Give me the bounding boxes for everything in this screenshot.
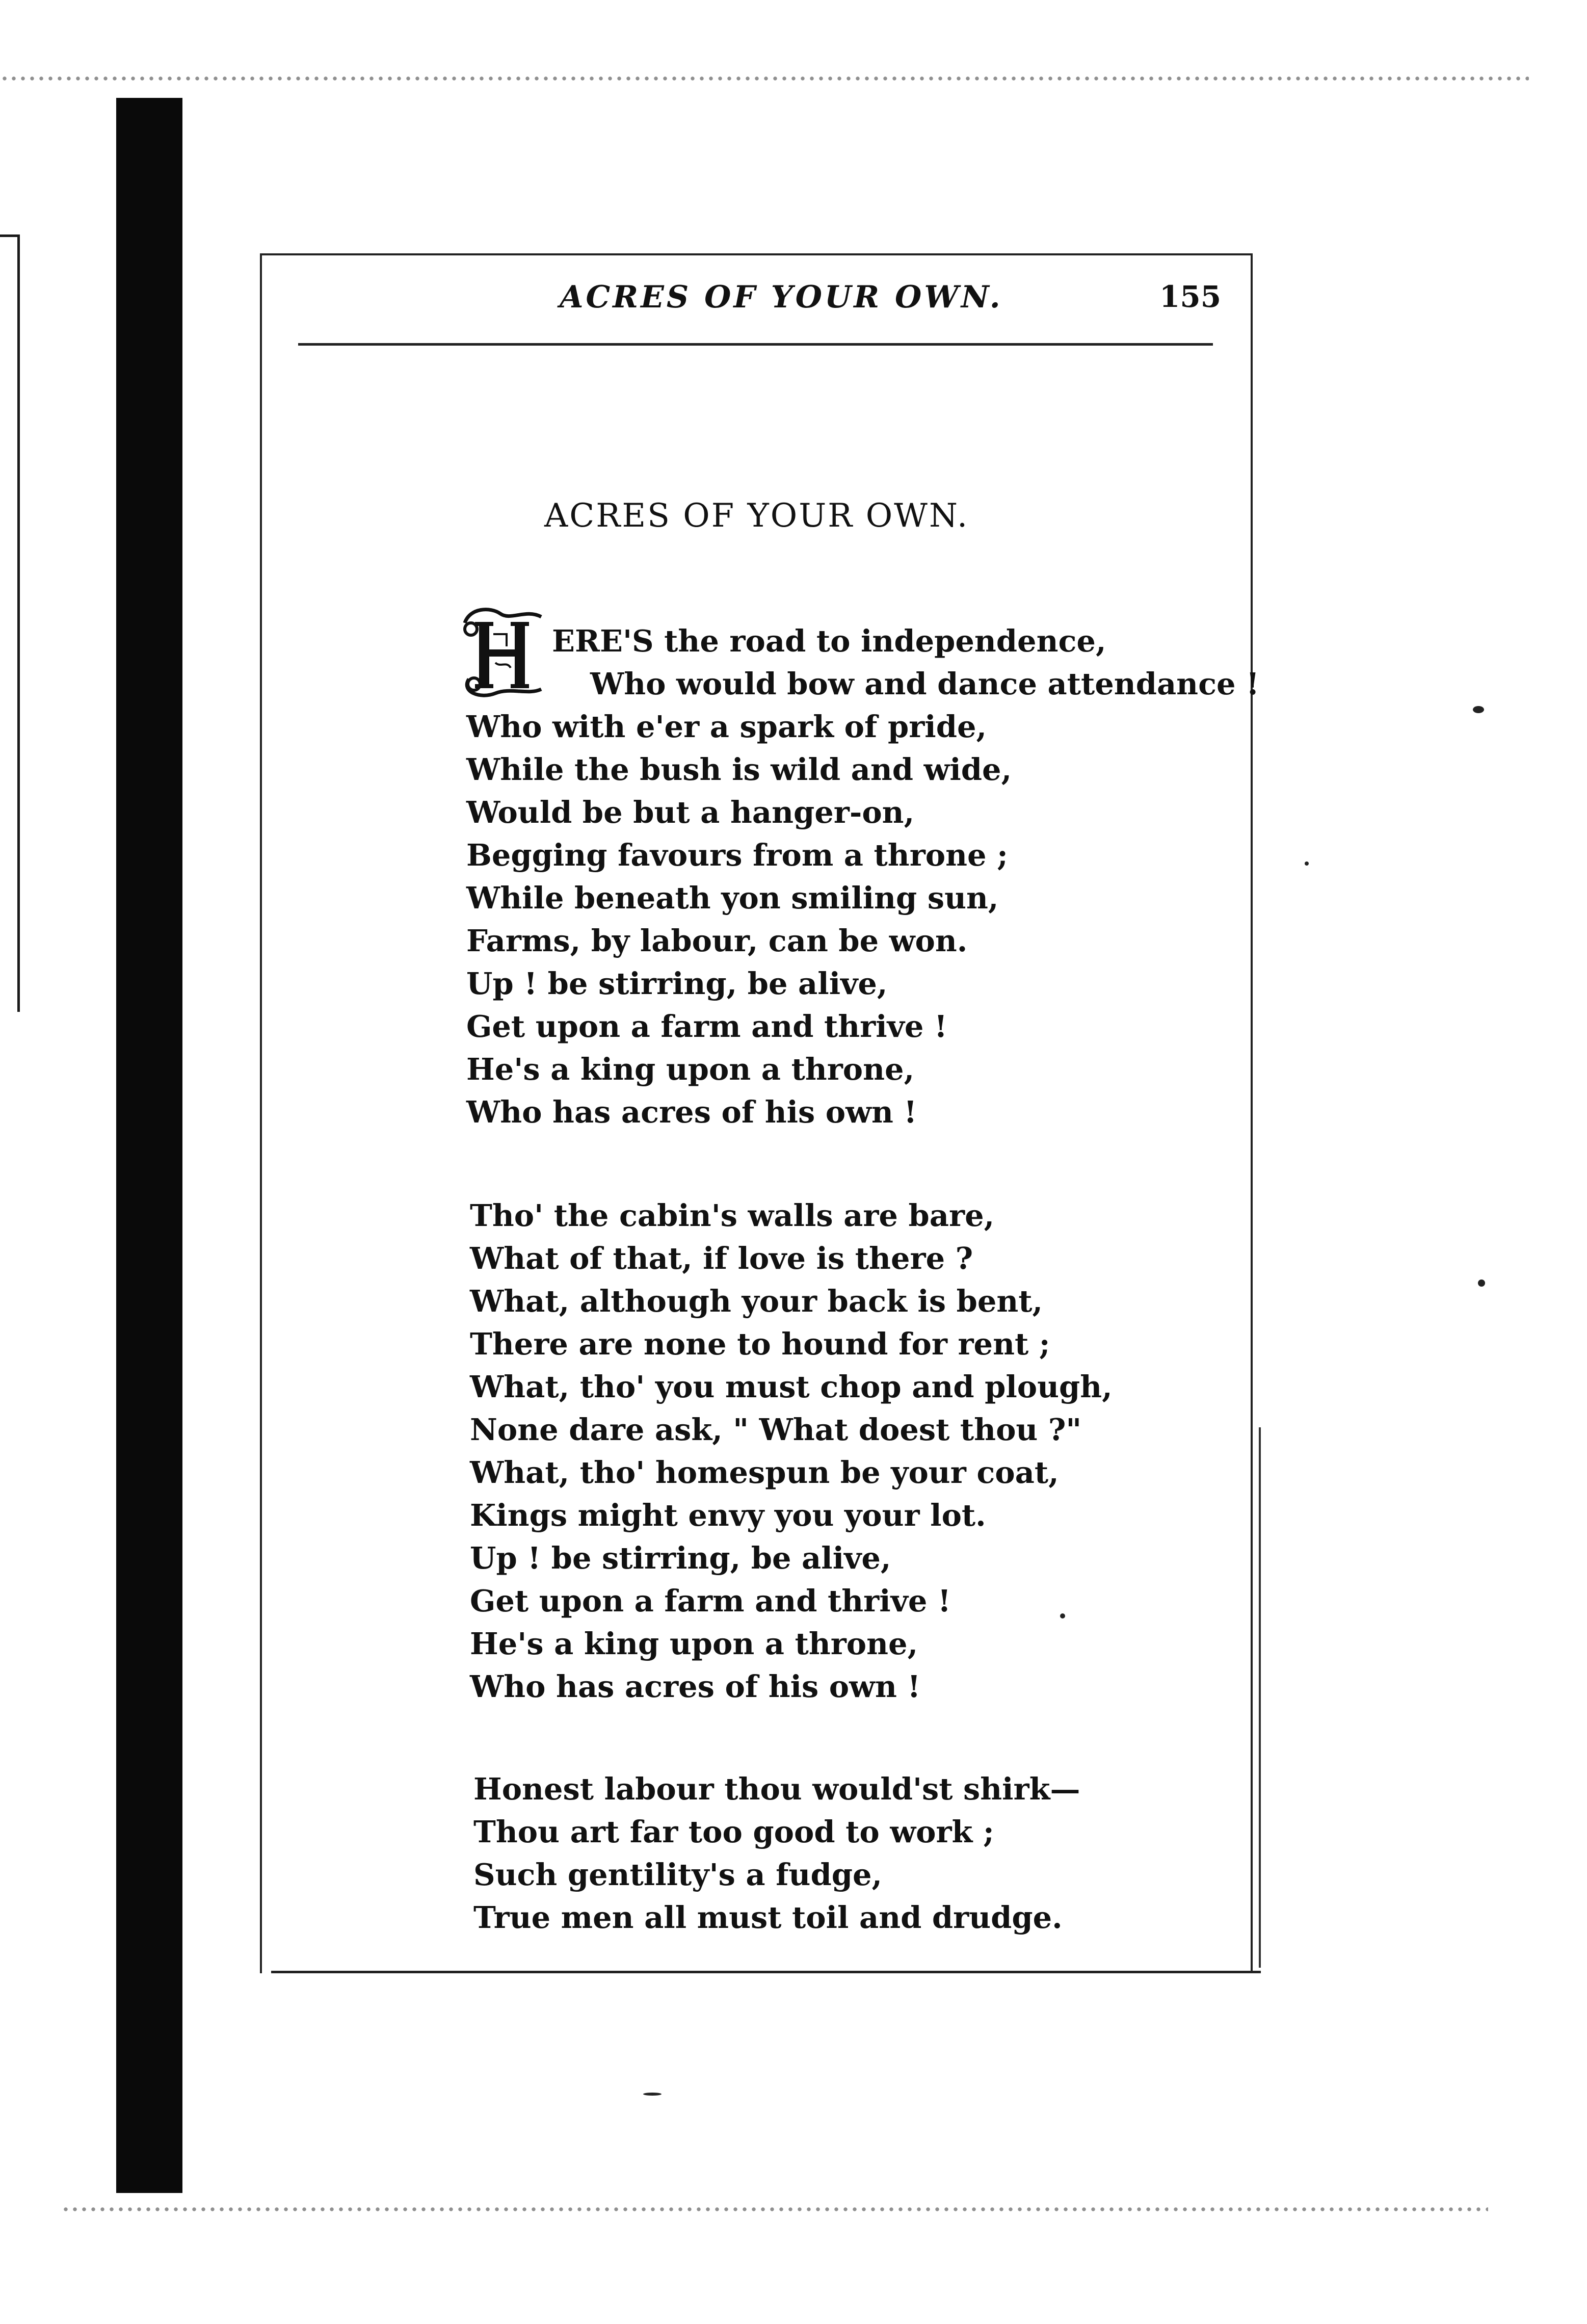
stanza1-line-3: Who with e'er a spark of pride,	[466, 709, 987, 744]
stanza2-line-5: What, tho' you must chop and plough,	[470, 1369, 1113, 1404]
speck	[1478, 1279, 1485, 1287]
poem-title: ACRES OF YOUR OWN.	[544, 497, 969, 535]
stanza1-line-2: Who would bow and dance attendance !	[590, 666, 1259, 701]
stanza1-line-5: Would be but a hanger-on,	[466, 795, 915, 830]
stanza1-line-1: ERE'S the road to independence,	[552, 623, 1106, 659]
stanza2-line-8: Kings might envy you your lot.	[470, 1498, 986, 1533]
stanza3-line-1: Honest labour thou would'st shirk—	[473, 1771, 1080, 1807]
speck	[1305, 861, 1309, 866]
stanza1-line-11: He's a king upon a throne,	[466, 1052, 915, 1087]
ornamental-drop-cap	[460, 603, 546, 702]
stanza2-line-7: What, tho' homespun be your coat,	[470, 1455, 1059, 1490]
page-edge-mark	[0, 234, 20, 1012]
top-edge-speckles	[0, 76, 1529, 81]
page-border-right-lower	[1259, 1427, 1261, 1968]
page-number: 155	[1159, 279, 1222, 314]
stanza1-line-8: Farms, by labour, can be won.	[466, 923, 968, 958]
binding-shadow	[116, 98, 182, 2193]
running-header-title: ACRES OF YOUR OWN.	[560, 279, 1003, 315]
page-border-bottom	[271, 1971, 1261, 1973]
stanza1-line-9: Up ! be stirring, be alive,	[466, 966, 888, 1001]
stanza1-line-10: Get upon a farm and thrive !	[466, 1009, 947, 1044]
stanza2-line-2: What of that, if love is there ?	[470, 1241, 973, 1276]
bottom-edge-speckles	[61, 2207, 1488, 2211]
stanza3-line-3: Such gentility's a fudge,	[473, 1857, 883, 1892]
stanza1-line-6: Begging favours from a throne ;	[466, 838, 1008, 873]
stanza3-line-4: True men all must toil and drudge.	[473, 1900, 1063, 1935]
stanza1-line-12: Who has acres of his own !	[466, 1094, 917, 1130]
speck	[643, 2093, 662, 2096]
stanza2-line-12: Who has acres of his own !	[470, 1669, 921, 1704]
stanza2-line-3: What, although your back is bent,	[470, 1284, 1043, 1319]
stanza1-line-4: While the bush is wild and wide,	[466, 752, 1012, 787]
speck	[1473, 706, 1484, 713]
stanza2-line-10: Get upon a farm and thrive !	[470, 1583, 951, 1618]
header-rule	[298, 343, 1213, 346]
stanza2-line-1: Tho' the cabin's walls are bare,	[470, 1198, 995, 1233]
stanza2-line-9: Up ! be stirring, be alive,	[470, 1540, 891, 1576]
stanza2-line-6: None dare ask, " What doest thou ?"	[470, 1412, 1082, 1447]
stanza3-line-2: Thou art far too good to work ;	[473, 1814, 994, 1849]
stanza2-line-4: There are none to hound for rent ;	[470, 1326, 1050, 1362]
stanza2-line-11: He's a king upon a throne,	[470, 1626, 918, 1661]
stanza1-line-7: While beneath yon smiling sun,	[466, 880, 999, 916]
